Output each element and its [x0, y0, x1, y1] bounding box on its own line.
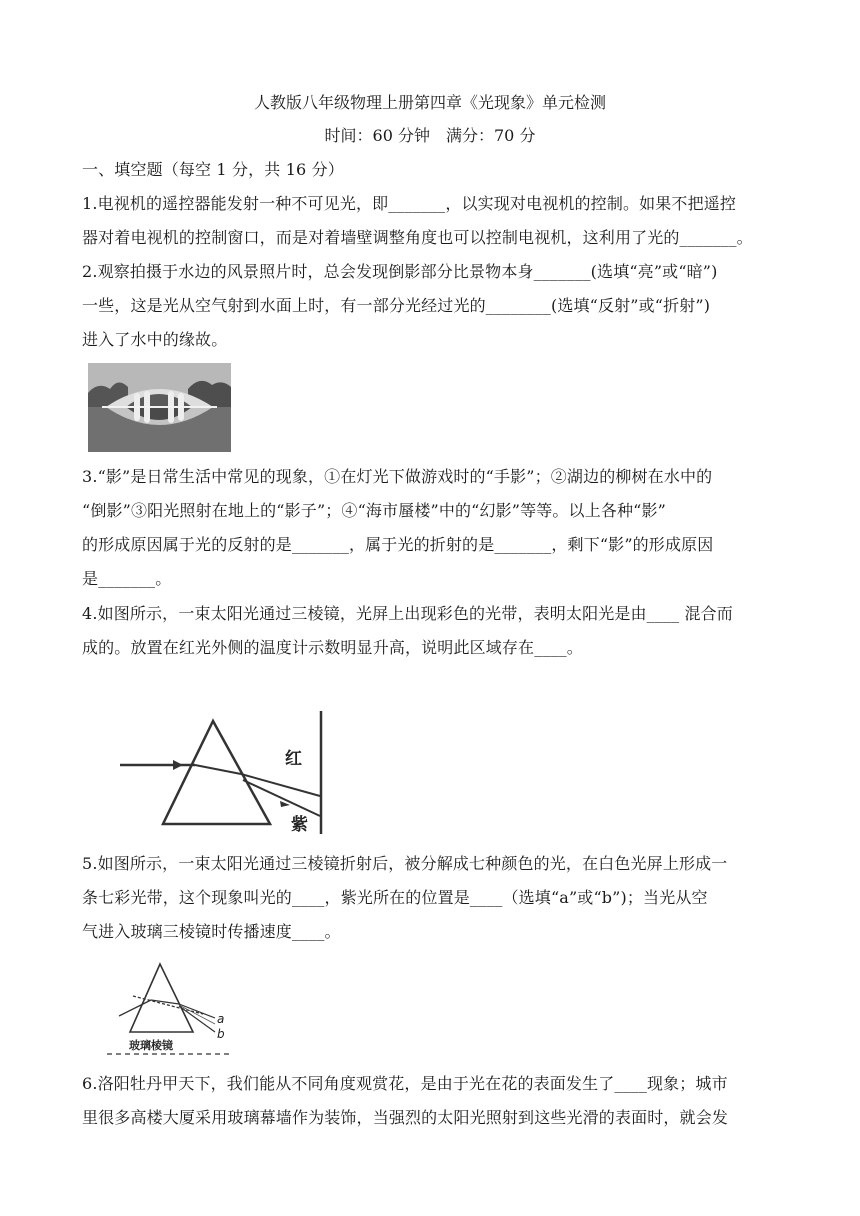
label-red: 红 [285, 749, 302, 769]
figure-caption: 玻璃棱镜 [129, 1039, 173, 1052]
question-3-line-3: 的形成原因属于光的反射的是_______，属于光的折射的是_______，剩下“影”的形成原因 [82, 535, 714, 554]
exam-meta: 时间：60 分钟 满分：70 分 [324, 126, 536, 145]
section-heading: 一、填空题（每空 1 分，共 16 分） [82, 160, 344, 179]
question-2-line-2: 一些，这是光从空气射到水面上时，有一部分光经过光的________(选填“反射”或“折射”) [82, 296, 711, 315]
glass-prism-diagram [105, 960, 235, 1057]
question-6-line-2: 里很多高楼大厦采用玻璃幕墙作为装饰，当强烈的太阳光照射到这些光滑的表面时，就会发 [82, 1108, 729, 1127]
question-2-line-1: 2.观察拍摄于水边的风景照片时，总会发现倒影部分比景物本身_______(选填“亮”或“暗”) [82, 262, 718, 281]
question-4-line-2: 成的。放置在红光外侧的温度计示数明显升高，说明此区域存在____。 [82, 638, 583, 657]
label-a: a [217, 1012, 225, 1026]
question-5-line-1: 5.如图所示，一束太阳光通过三棱镜折射后，被分解成七种颜色的光，在白色光屏上形成一 [82, 854, 728, 873]
prism-spectrum-diagram [115, 706, 330, 836]
question-4-line-1: 4.如图所示，一束太阳光通过三棱镜，光屏上出现彩色的光带，表明太阳光是由____ 混合而 [82, 604, 733, 623]
question-3-line-4: 是_______。 [82, 569, 172, 588]
question-3-line-2: “倒影”③阳光照射在地上的“影子”；④“海市蜃楼”中的“幻影”等等。以上各种“影” [82, 501, 666, 520]
question-5-line-3: 气进入玻璃三棱镜时传播速度____。 [82, 922, 341, 941]
question-2-line-3: 进入了水中的缘故。 [82, 330, 228, 349]
label-b: b [217, 1027, 225, 1041]
prism [163, 721, 270, 824]
question-6-line-1: 6.洛阳牡丹甲天下，我们能从不同角度观赏花，是由于光在花的表面发生了____现象；城市 [82, 1074, 728, 1093]
bridge-reflection-photo [88, 363, 231, 452]
question-1-line-1: 1.电视机的遥控器能发射一种不可见光，即_______，以实现对电视机的控制。如果不把遥控 [82, 194, 737, 213]
question-1-line-2: 器对着电视机的控制窗口，而是对着墙壁调整角度也可以控制电视机，这利用了光的_______。 [82, 228, 753, 247]
question-5-line-2: 条七彩光带，这个现象叫光的____，紫光所在的位置是____（选填“a”或“b”)；当光从空 [82, 888, 708, 907]
question-3-line-1: 3.“影”是日常生活中常见的现象，①在灯光下做游戏时的“手影”；②湖边的柳树在水中的 [82, 467, 713, 486]
incident-ray [119, 1000, 151, 1016]
label-violet: 紫 [291, 815, 308, 835]
page-title: 人教版八年级物理上册第四章《光现象》单元检测 [253, 93, 606, 112]
